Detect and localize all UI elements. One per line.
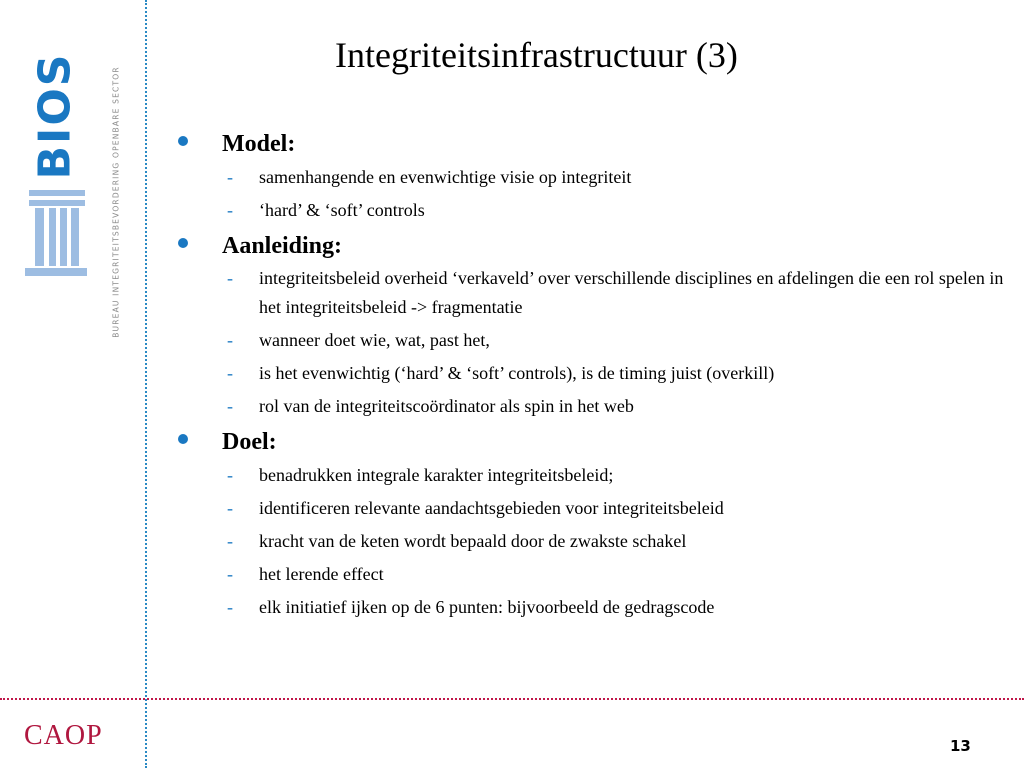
list-item — [174, 325, 1004, 355]
list-item-text: benadrukken integrale karakter integriteitsbeleid; — [259, 465, 614, 485]
list-item — [174, 264, 1004, 322]
list-item — [174, 559, 1004, 589]
dash-icon: - — [227, 564, 233, 584]
dash-icon: - — [227, 465, 233, 485]
list-item — [174, 358, 1004, 388]
list-item-text: wanneer doet wie, wat, past het, — [259, 330, 490, 350]
dash-icon: - — [227, 268, 233, 288]
list-item-text: integriteitsbeleid overheid ‘verkaveld’ over verschillende disciplines en afdelingen die een rol spelen in het integriteitsbeleid -> fragmentatie — [259, 268, 1004, 317]
bios-logo-word — [29, 52, 81, 180]
slide-title: Integriteitsinfrastructuur (3) — [335, 35, 738, 75]
dash-icon: - — [227, 531, 233, 551]
list-item-text: ‘hard’ & ‘soft’ controls — [259, 200, 425, 220]
dash-icon: - — [227, 200, 233, 220]
sub-list — [174, 264, 1004, 421]
dash-icon: - — [227, 167, 233, 187]
vertical-divider — [145, 0, 147, 768]
list-item-text: is het evenwichtig (‘hard’ & ‘soft’ controls), is de timing juist (overkill) — [259, 363, 775, 383]
list-item-text: identificeren relevante aandachtsgebieden voor integriteitsbeleid — [259, 498, 724, 518]
list-item — [174, 391, 1004, 421]
bullet-icon — [178, 136, 188, 146]
dash-icon: - — [227, 363, 233, 383]
list-item — [174, 460, 1004, 490]
caop-logo: CAOP — [24, 720, 103, 751]
list-item — [174, 592, 1004, 622]
dash-icon: - — [227, 597, 233, 617]
dash-icon: - — [227, 396, 233, 416]
list-item — [174, 195, 1004, 225]
dash-icon: - — [227, 330, 233, 350]
sub-list — [174, 162, 1004, 225]
section-model — [174, 126, 1004, 225]
section-heading-text: Aanleiding: — [222, 233, 343, 259]
list-item-text: kracht van de keten wordt bepaald door de zwakste schakel — [259, 531, 687, 551]
pillar-logo-icon — [25, 190, 87, 276]
list-item — [174, 493, 1004, 523]
section-heading — [174, 424, 1004, 460]
bios-tagline — [108, 52, 124, 352]
bullet-icon — [178, 238, 188, 248]
page-number: 13 — [950, 737, 971, 755]
section-heading-text: Model: — [222, 131, 296, 157]
section-heading-text: Doel: — [222, 429, 277, 455]
bios-tagline-text: BUREAU INTEGRITEITSBEVORDERING OPENBARE SECTOR — [111, 66, 121, 338]
bullet-icon — [178, 434, 188, 444]
list-item-text: het lerende effect — [259, 564, 384, 584]
section-aanleiding — [174, 228, 1004, 421]
section-heading — [174, 126, 1004, 162]
dash-icon: - — [227, 498, 233, 518]
bios-logo-text: BIOS — [29, 52, 81, 180]
section-doel — [174, 424, 1004, 622]
list-item-text: elk initiatief ijken op de 6 punten: bijvoorbeeld de gedragscode — [259, 597, 715, 617]
list-item-text: samenhangende en evenwichtige visie op integriteit — [259, 167, 632, 187]
slide-content — [174, 126, 1004, 625]
list-item-text: rol van de integriteitscoördinator als spin in het web — [259, 396, 634, 416]
section-heading — [174, 228, 1004, 264]
sub-list — [174, 460, 1004, 622]
list-item — [174, 526, 1004, 556]
list-item — [174, 162, 1004, 192]
horizontal-divider — [0, 698, 1024, 700]
